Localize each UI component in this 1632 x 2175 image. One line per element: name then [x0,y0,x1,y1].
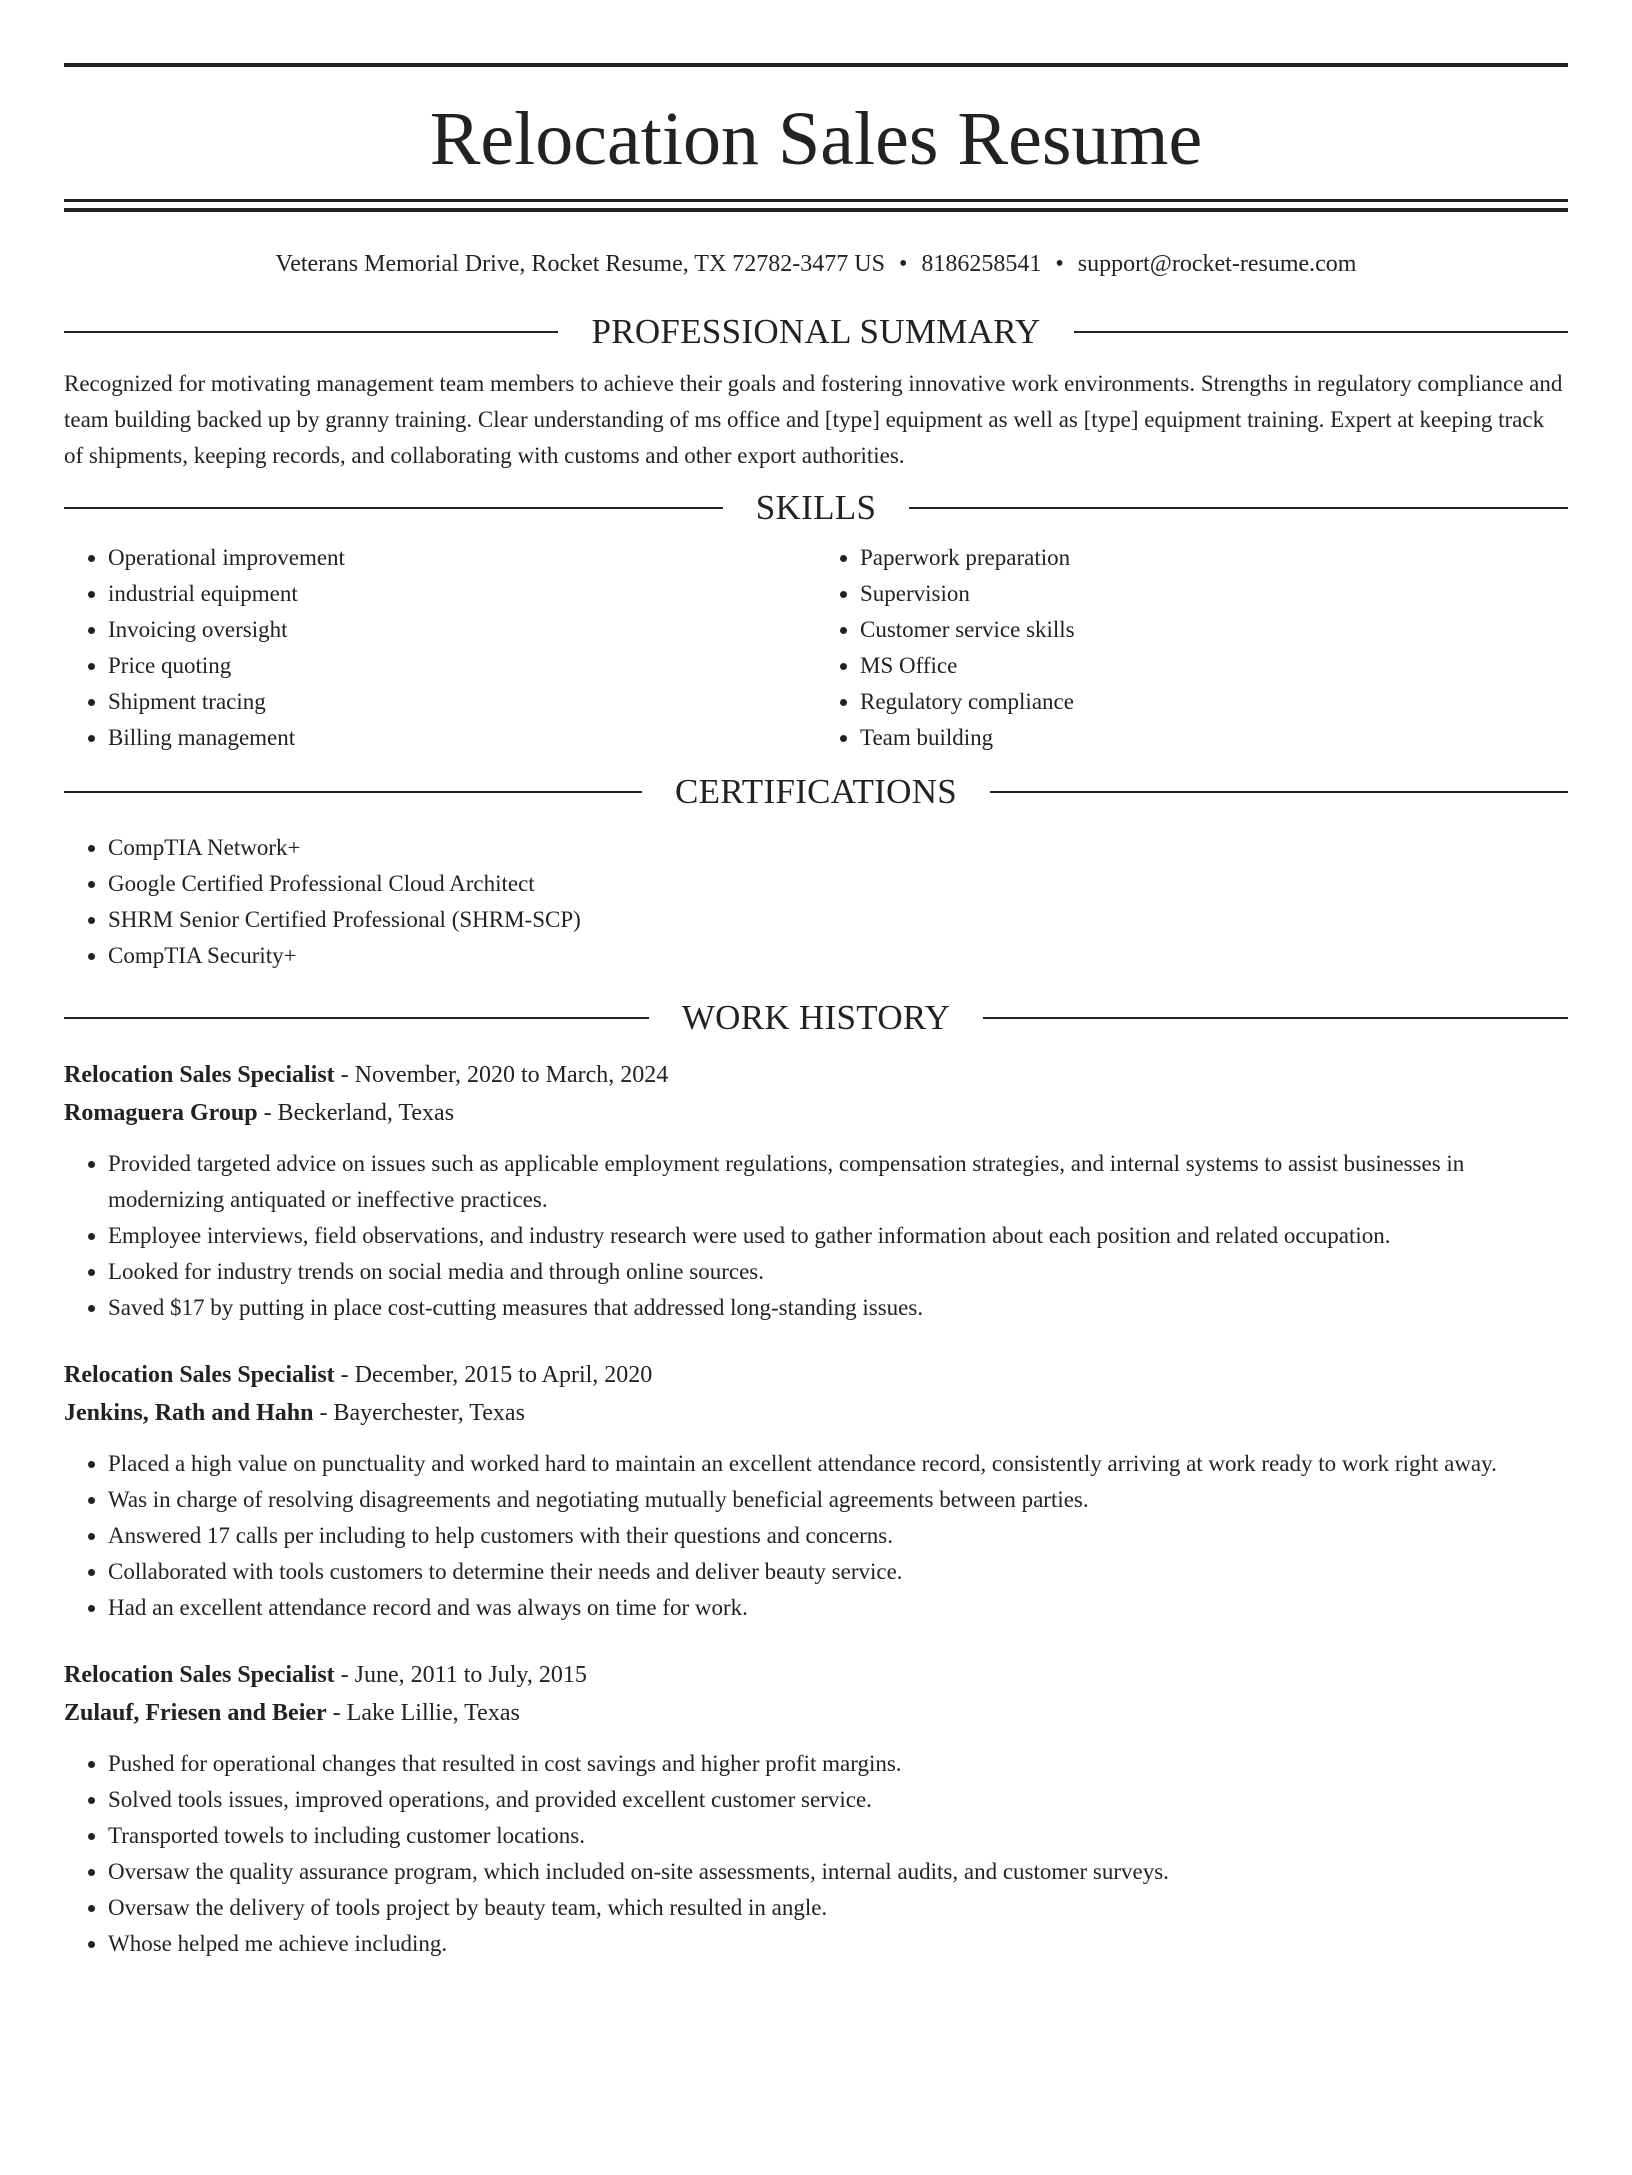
job-bullet: • Oversaw the delivery of tools project by beauty team, which resulted in angle. [108,1890,1568,1926]
job-bullet: • Looked for industry trends on social media and through online sources. [108,1254,1568,1290]
section-rule-left [64,791,642,793]
resume-page [0,63,1632,2175]
skill-item: • Price quoting [108,648,816,684]
job-title: Relocation Sales Specialist [64,1062,335,1088]
job-title: Relocation Sales Specialist [64,1362,335,1388]
skill-item: • Operational improvement [108,540,816,576]
skill-item: • Customer service skills [860,612,1568,648]
job-location: - Lake Lillie, Texas [326,1700,520,1726]
job-company-line [64,1094,1568,1132]
section-rule-left [64,507,723,509]
job-title-line [64,1056,1568,1094]
skills-columns [64,540,1568,756]
job-bullet: • Transported towels to including customer locations. [108,1818,1568,1854]
job-bullet: • Was in charge of resolving disagreements and negotiating mutually beneficial agreements between parties. [108,1482,1568,1518]
section-rule-right [990,791,1568,793]
resume-title: Relocation Sales Resume [429,97,1203,181]
job-bullet-list [64,1146,1568,1326]
job-company-line [64,1694,1568,1732]
job-bullet: • Had an excellent attendance record and was always on time for work. [108,1590,1568,1626]
section-rule-right [983,1017,1568,1019]
job-bullet: • Solved tools issues, improved operations, and provided excellent customer service. [108,1782,1568,1818]
certifications-list [64,830,1568,974]
job-bullet: • Oversaw the quality assurance program, which included on-site assessments, internal audits, and customer surveys. [108,1854,1568,1890]
contact-email: support@rocket-resume.com [1077,251,1357,277]
job-bullet-list [64,1746,1568,1962]
job-bullet: • Answered 17 calls per including to help customers with their questions and concerns. [108,1518,1568,1554]
job-bullet: • Collaborated with tools customers to determine their needs and deliver beauty service. [108,1554,1568,1590]
section-title-summary: PROFESSIONAL SUMMARY [591,312,1041,351]
title-rule-lower [64,208,1568,212]
job-dates: - June, 2011 to July, 2015 [334,1662,587,1688]
job-bullet-list [64,1446,1568,1626]
section-header-summary [64,310,1568,354]
certification-item: • Google Certified Professional Cloud Architect [108,866,1568,902]
job-title: Relocation Sales Specialist [64,1662,335,1688]
job-bullet: • Whose helped me achieve including. [108,1926,1568,1962]
section-rule-left [64,1017,649,1019]
contact-separator: • [1055,251,1064,277]
job-title-line [64,1356,1568,1394]
section-title-work: WORK HISTORY [681,998,951,1037]
skills-list-left [64,540,816,756]
contact-phone: 8186258541 [921,251,1042,277]
skills-list-right [816,540,1568,756]
skill-item: • Shipment tracing [108,684,816,720]
certification-item: • CompTIA Security+ [108,938,1568,974]
section-title-skills: SKILLS [755,488,877,527]
skill-item: • Invoicing oversight [108,612,816,648]
job-entry [64,1656,1568,1962]
skill-item: • Paperwork preparation [860,540,1568,576]
job-bullet: • Pushed for operational changes that resulted in cost savings and higher profit margins. [108,1746,1568,1782]
job-title-line [64,1656,1568,1694]
job-location: - Beckerland, Texas [257,1100,455,1126]
skill-item: • Team building [860,720,1568,756]
title-rule-upper [64,199,1568,202]
section-header-skills [64,486,1568,530]
job-dates: - November, 2020 to March, 2024 [334,1062,669,1088]
skill-item: • Supervision [860,576,1568,612]
section-rule-left [64,331,558,333]
job-bullet: • Placed a high value on punctuality and worked hard to maintain an excellent attendance record, consistently arriving at work ready to work right away. [108,1446,1568,1482]
job-dates: - December, 2015 to April, 2020 [334,1362,653,1388]
job-company: Romaguera Group [64,1100,258,1126]
section-rule-right [909,507,1568,509]
skill-item: • Billing management [108,720,816,756]
summary-text: Recognized for motivating management team members to achieve their goals and fostering innovative work environments. Strengths in regulatory compliance and team building backed up by granny training. Clear understanding of ms office and [type] equipment as well as [type] equipment training. Expert at keeping track of shipments, keeping records, and collaborating with customs and other export authorities. [64,371,1563,468]
job-entry [64,1356,1568,1626]
section-rule-right [1074,331,1568,333]
skill-item: • industrial equipment [108,576,816,612]
job-bullet: • Provided targeted advice on issues such as applicable employment regulations, compensation strategies, and internal systems to assist businesses in modernizing antiquated or ineffective practices. [108,1146,1568,1218]
section-header-certifications [64,770,1568,814]
job-entry [64,1056,1568,1326]
certification-item: • CompTIA Network+ [108,830,1568,866]
certification-item: • SHRM Senior Certified Professional (SHRM-SCP) [108,902,1568,938]
skill-item: • Regulatory compliance [860,684,1568,720]
skill-item: • MS Office [860,648,1568,684]
contact-address: Veterans Memorial Drive, Rocket Resume, TX 72782-3477 US [275,251,885,277]
job-bullet: • Employee interviews, field observations, and industry research were used to gather information about each position and related occupation. [108,1218,1568,1254]
section-title-certifications: CERTIFICATIONS [674,772,958,811]
contact-separator: • [898,251,908,277]
job-bullet: • Saved $17 by putting in place cost-cutting measures that addressed long-standing issues. [108,1290,1568,1326]
contact-line [64,248,1568,280]
job-company: Jenkins, Rath and Hahn [64,1400,314,1426]
job-company-line [64,1394,1568,1432]
job-location: - Bayerchester, Texas [313,1400,525,1426]
job-company: Zulauf, Friesen and Beier [64,1700,327,1726]
section-header-work [64,996,1568,1040]
